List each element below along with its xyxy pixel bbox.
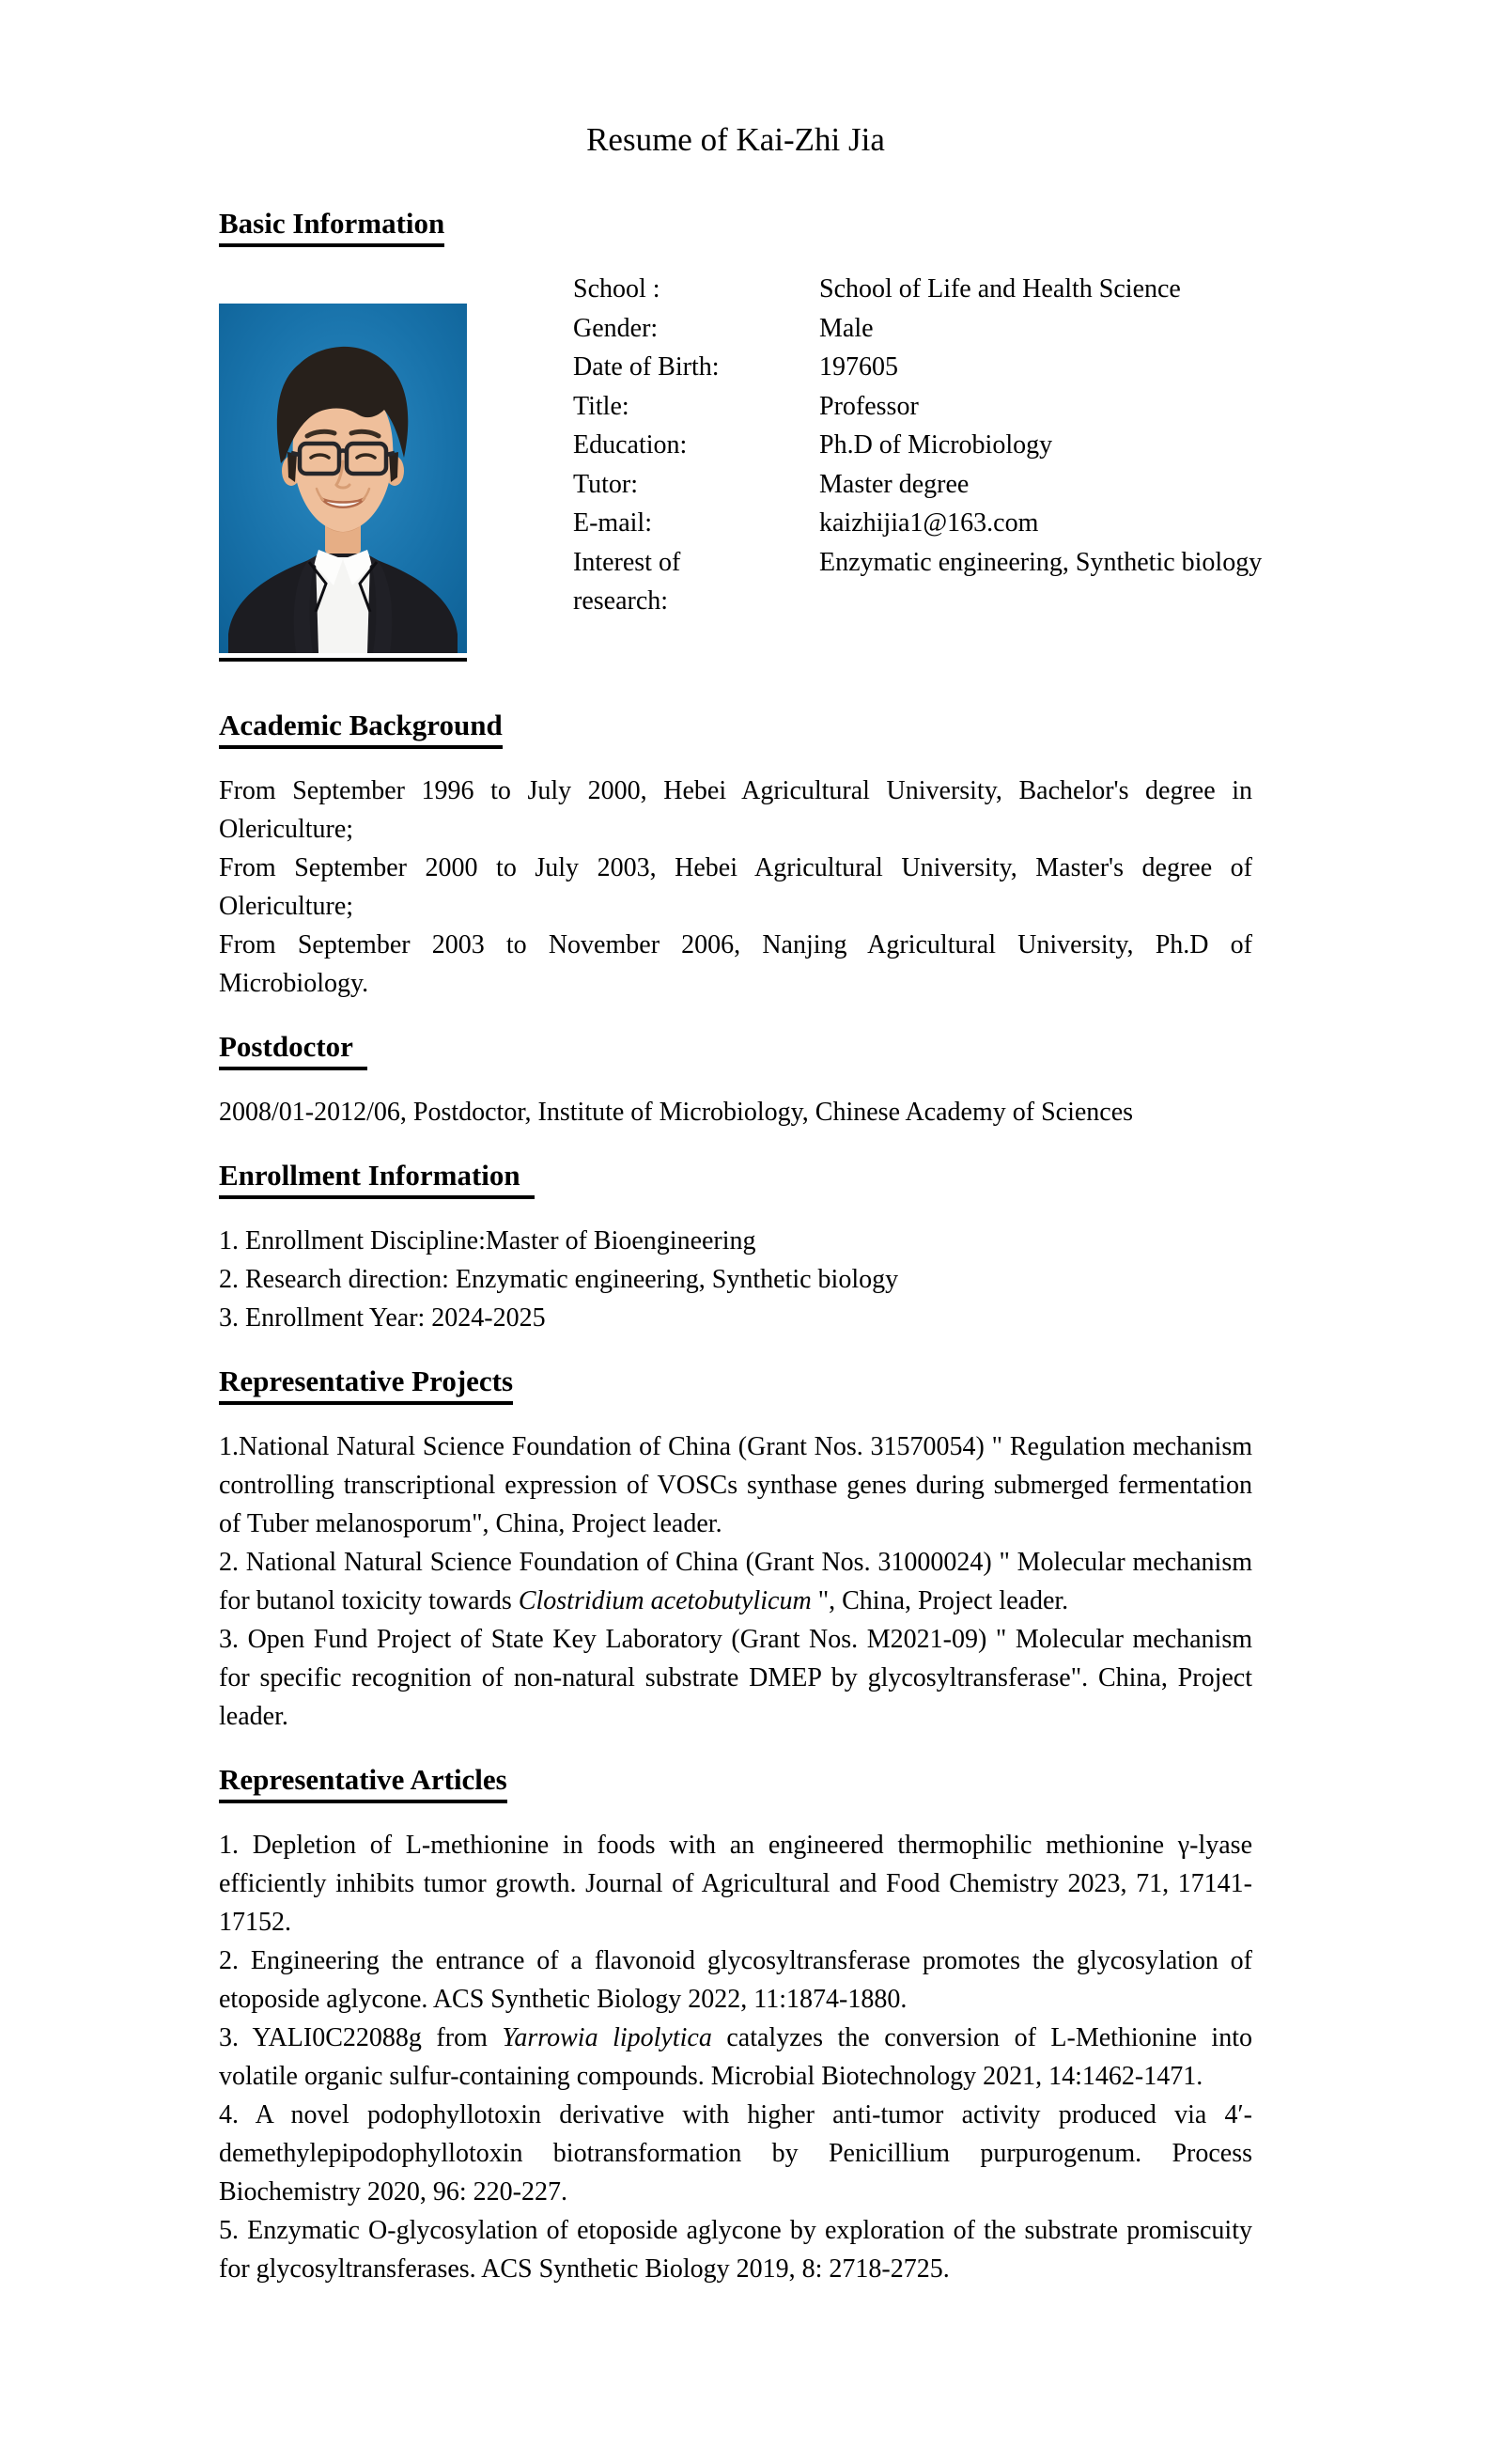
info-value-date-of-birth: 197605 [819,352,898,382]
info-label-title: Title: [573,391,629,421]
heading-text: Representative Articles [219,1762,507,1803]
photo-underline [219,658,467,662]
document-content [219,0,1263,2288]
basic-information-heading [219,206,1252,247]
page-title: Resume of Kai-Zhi Jia [586,121,885,158]
photo-frame [219,304,467,662]
info-value-gender: Male [819,313,874,343]
postdoctor-entry: 2008/01-2012/06, Postdoctor, Institute of Microbiology, Chinese Academy of Sciences [219,1098,1134,1127]
heading-text: Postdoctor [219,1029,367,1070]
info-value-tutor: Master degree [819,469,970,499]
info-label-email: E-mail: [573,508,652,538]
article-item: 5. Enzymatic O-glycosylation of etoposide aglycone by exploration of the substrate promiscuity for glycosyltransferases. ACS Synthetic Biology 2019, 8: 2718-2725. [219,2216,1252,2284]
info-value-email: kaizhijia1@163.com [819,508,1039,538]
academic-entry: From September 2000 to July 2003, Hebei Agricultural University, Master's degree of Olericulture; [219,853,1252,921]
section-postdoctor [219,1029,1252,1131]
info-label-interest-of-research: Interest of research: [573,547,681,616]
representative-articles-heading [219,1762,1252,1803]
heading-text: Representative Projects [219,1364,513,1405]
project-item: 1.National Natural Science Foundation of China (Grant Nos. 31570054) " Regulation mechanism controlling transcriptional expression of VOSCs synthase genes during submerged fermentation of Tuber melanosporum", China, Project leader. [219,1432,1252,1538]
postdoctor-heading [219,1029,1252,1070]
info-label-date-of-birth: Date of Birth: [573,352,720,382]
academic-background-body [219,772,1252,1003]
section-representative-articles [219,1762,1252,2288]
representative-articles-body [219,1826,1252,2288]
article-item: 2. Engineering the entrance of a flavonoid glycosyltransferase promotes the glycosylation of etoposide aglycone. ACS Synthetic Biology 2022, 11:1874-1880. [219,1946,1252,2014]
section-enrollment-information [219,1158,1252,1337]
article-item: 3. YALI0C22088g from Yarrowia lipolytica catalyzes the conversion of L-Methionine into volatile organic sulfur-containing compounds. Microbial Biotechnology 2021, 14:1462-1471. [219,2023,1252,2091]
enrollment-item: 3. Enrollment Year: 2024-2025 [219,1303,546,1333]
academic-background-heading [219,708,1252,749]
profile-photo-image [219,304,467,653]
project-item: 2. National Natural Science Foundation of China (Grant Nos. 31000024) " Molecular mechanism for butanol toxicity towards Clostridium acetobutylicum ", China, Project leader. [219,1548,1252,1615]
representative-projects-body [219,1427,1252,1736]
enrollment-information-heading [219,1158,1252,1199]
enrollment-information-body [219,1222,1252,1337]
postdoctor-body [219,1093,1252,1131]
info-label-education: Education: [573,430,688,460]
info-value-interest-of-research: Enzymatic engineering, Synthetic biology [819,547,1263,577]
academic-entry: From September 2003 to November 2006, Nanjing Agricultural University, Ph.D of Microbiology. [219,930,1252,998]
info-label-school: School : [573,274,660,304]
academic-entry: From September 1996 to July 2000, Hebei Agricultural University, Bachelor's degree in Olericulture; [219,776,1252,844]
heading-text: Enrollment Information [219,1158,535,1199]
section-representative-projects [219,1364,1252,1736]
heading-text: Academic Background [219,708,503,749]
project-item: 3. Open Fund Project of State Key Laboratory (Grant Nos. M2021-09) " Molecular mechanism for specific recognition of non-natural substrate DMEP by glycosyltransferase". China, Project leader. [219,1625,1252,1731]
representative-projects-heading [219,1364,1252,1405]
article-item: 4. A novel podophyllotoxin derivative with higher anti-tumor activity produced via 4′-demethylepipodophyllotoxin biotransformation by Penicillium purpurogenum. Process Biochemistry 2020, 96: 220-227. [219,2100,1252,2207]
enrollment-item: 1. Enrollment Discipline:Master of Bioengineering [219,1226,756,1255]
info-label-tutor: Tutor: [573,469,639,499]
enrollment-item: 2. Research direction: Enzymatic engineering, Synthetic biology [219,1265,899,1294]
info-value-school: School of Life and Health Science [819,274,1181,304]
info-value-education: Ph.D of Microbiology [819,430,1053,460]
section-basic-information [219,206,1263,662]
basic-info-table [573,270,1266,662]
info-label-gender: Gender: [573,313,659,343]
info-value-title: Professor [819,391,919,421]
section-academic-background [219,708,1252,1003]
heading-text: Basic Information [219,206,444,247]
article-item: 1. Depletion of L-methionine in foods with an engineered thermophilic methionine γ-lyase efficiently inhibits tumor growth. Journal of Agricultural and Food Chemistry 2023, 71, 17141-17152. [219,1831,1252,1937]
basic-information-body [219,270,1263,662]
